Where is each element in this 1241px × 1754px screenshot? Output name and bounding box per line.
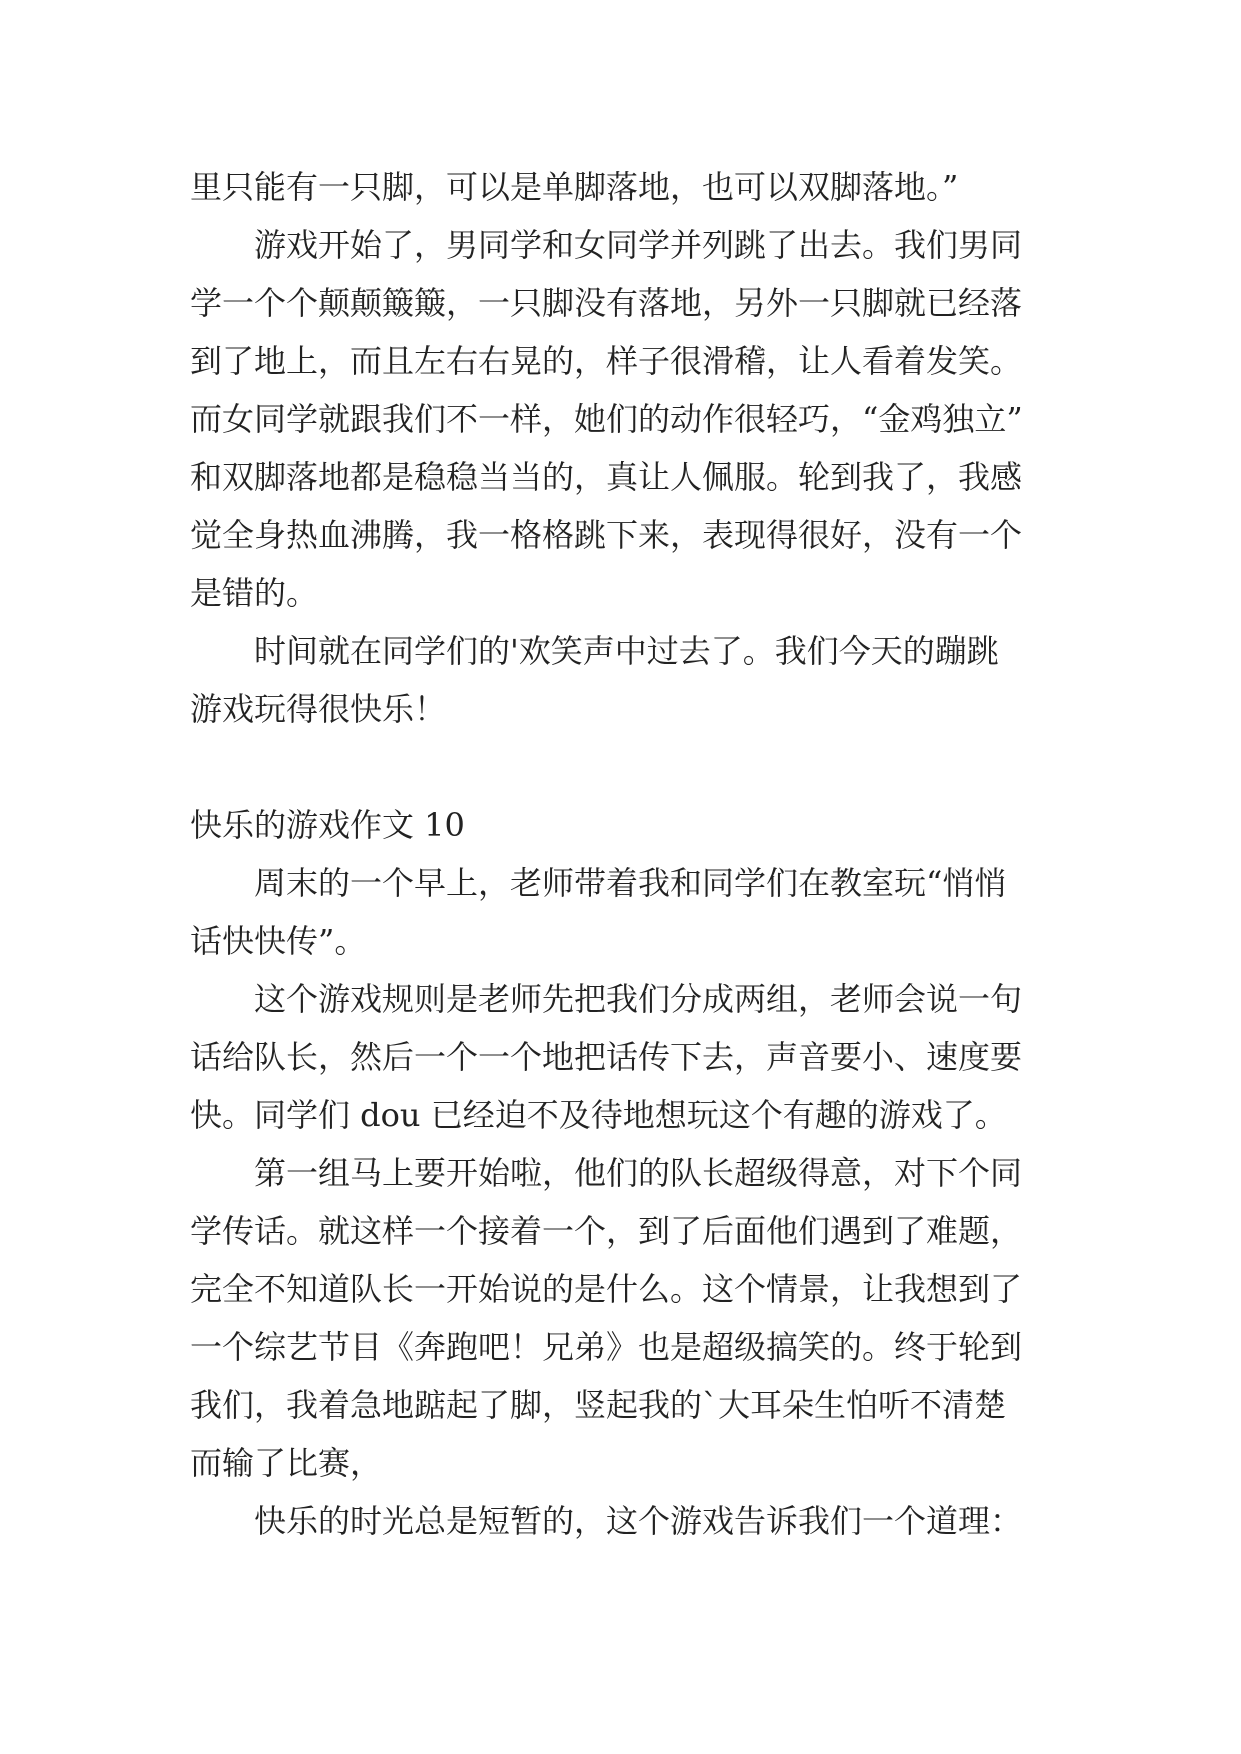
text-line: 觉全身热血沸腾，我一格格跳下来，表现得很好，没有一个 xyxy=(190,516,1023,554)
text-line: 学一个个颠颠簸簸，一只脚没有落地，另外一只脚就已经落 xyxy=(190,284,1023,322)
text-line: 完全不知道队长一开始说的是什么。这个情景，让我想到了 xyxy=(190,1270,1023,1308)
section-spacer xyxy=(190,738,1060,796)
text-line: 而输了比赛， xyxy=(190,1444,383,1482)
text-line: 话给队长，然后一个一个地把话传下去，声音要小、速度要 xyxy=(190,1038,1023,1076)
text-line: 话快快传”。 xyxy=(190,922,367,960)
text-line: 一个综艺节目《奔跑吧！兄弟》也是超级搞笑的。终于轮到 xyxy=(190,1328,1023,1366)
paragraph-first-group xyxy=(190,1144,1060,1492)
text-line: 是错的。 xyxy=(190,574,319,612)
paragraph-continuation xyxy=(190,158,1060,216)
paragraph-ending xyxy=(190,1492,1060,1550)
text-line: 第一组马上要开始啦，他们的队长超级得意，对下个同 xyxy=(254,1154,1023,1192)
text-line: 学传话。就这样一个接着一个，到了后面他们遇到了难题， xyxy=(190,1212,1023,1250)
paragraph-game-start xyxy=(190,216,1060,622)
text-line: 到了地上，而且左右右晃的，样子很滑稽，让人看着发笑。 xyxy=(190,342,1023,380)
text-line: 快乐的时光总是短暂的，这个游戏告诉我们一个道理： xyxy=(254,1502,1023,1540)
text-line: 游戏玩得很快乐！ xyxy=(190,690,447,728)
text-line: 时间就在同学们的'欢笑声中过去了。我们今天的蹦跳 xyxy=(254,632,999,670)
paragraph-rules xyxy=(190,970,1060,1144)
paragraph-intro xyxy=(190,854,1060,970)
text-line: 游戏开始了，男同学和女同学并列跳了出去。我们男同 xyxy=(254,226,1023,264)
text-line: 这个游戏规则是老师先把我们分成两组，老师会说一句 xyxy=(254,980,1023,1018)
text-line: 周末的一个早上，老师带着我和同学们在教室玩“悄悄 xyxy=(254,864,1007,902)
text-line: 和双脚落地都是稳稳当当的，真让人佩服。轮到我了，我感 xyxy=(190,458,1023,496)
essay-title: 快乐的游戏作文 10 xyxy=(190,806,465,844)
text-line: 我们，我着急地踮起了脚，竖起我的`大耳朵生怕听不清楚 xyxy=(190,1386,1007,1424)
paragraph-conclusion xyxy=(190,622,1060,738)
text-line: 而女同学就跟我们不一样，她们的动作很轻巧，“金鸡独立” xyxy=(190,400,1023,438)
document-body xyxy=(190,158,1060,1550)
text-line: 快。同学们 dou 已经迫不及待地想玩这个有趣的游戏了。 xyxy=(190,1096,1007,1134)
text-line: 里只能有一只脚，可以是单脚落地，也可以双脚落地。” xyxy=(190,168,959,206)
